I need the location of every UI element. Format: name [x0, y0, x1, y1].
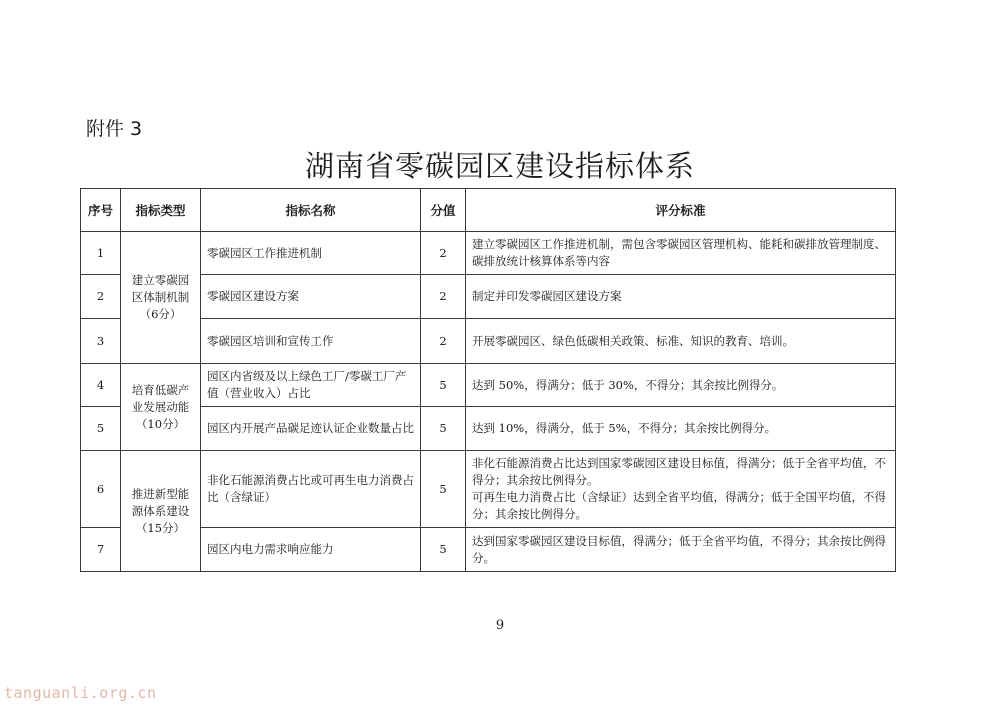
scoring-criteria: 达到 10%，得满分，低于 5%，不得分；其余按比例得分。 — [466, 407, 896, 451]
table-row — [81, 319, 896, 364]
indicator-name: 零碳园区工作推进机制 — [201, 232, 421, 275]
row-no: 6 — [81, 451, 121, 528]
row-no: 1 — [81, 232, 121, 275]
indicator-score: 2 — [421, 232, 466, 275]
header-no: 序号 — [81, 189, 121, 232]
page-number: 9 — [495, 618, 505, 633]
table-row — [81, 275, 896, 319]
scoring-criteria: 建立零碳园区工作推进机制，需包含零碳园区管理机构、能耗和碳排放管理制度、碳排放统计核算体系等内容 — [466, 232, 896, 275]
indicator-score: 5 — [421, 451, 466, 528]
row-no: 5 — [81, 407, 121, 451]
indicator-score: 5 — [421, 407, 466, 451]
indicator-name: 园区内省级及以上绿色工厂/零碳工厂产值（营业收入）占比 — [201, 364, 421, 407]
indicator-score: 5 — [421, 528, 466, 572]
header-score: 分值 — [421, 189, 466, 232]
row-no: 2 — [81, 275, 121, 319]
page-title: 湖南省零碳园区建设指标体系 — [304, 149, 695, 183]
scoring-criteria: 制定并印发零碳园区建设方案 — [466, 275, 896, 319]
category-cell: 培育低碳产业发展动能（10分） — [121, 364, 201, 451]
category-cell: 建立零碳园区体制机制（6分） — [121, 232, 201, 364]
header-category: 指标类型 — [121, 189, 201, 232]
criteria-line: 可再生电力消费占比（含绿证）达到全省平均值，得满分；低于全国平均值，不得分；其余按比例得分。 — [472, 490, 886, 521]
attachment-label: 附件 3 — [86, 118, 143, 140]
criteria-line: 非化石能源消费占比达到国家零碳园区建设目标值，得满分；低于全省平均值，不得分；其余按比例得分。 — [472, 456, 886, 487]
indicator-table — [80, 188, 896, 572]
row-no: 4 — [81, 364, 121, 407]
indicator-score: 2 — [421, 319, 466, 364]
indicator-name: 零碳园区培训和宣传工作 — [201, 319, 421, 364]
indicator-score: 2 — [421, 275, 466, 319]
indicator-score: 5 — [421, 364, 466, 407]
row-no: 3 — [81, 319, 121, 364]
indicator-name: 零碳园区建设方案 — [201, 275, 421, 319]
row-no: 7 — [81, 528, 121, 572]
category-cell: 推进新型能源体系建设（15分） — [121, 451, 201, 572]
table-row — [81, 528, 896, 572]
table-row — [81, 232, 896, 275]
watermark: tanguanli.org.cn — [4, 684, 157, 702]
header-name: 指标名称 — [201, 189, 421, 232]
table-row — [81, 451, 896, 528]
table-row — [81, 364, 896, 407]
scoring-criteria: 开展零碳园区、绿色低碳相关政策、标准、知识的教育、培训。 — [466, 319, 896, 364]
table-header-row — [81, 189, 896, 232]
scoring-criteria: 达到国家零碳园区建设目标值，得满分；低于全省平均值，不得分；其余按比例得分。 — [466, 528, 896, 572]
scoring-criteria: 达到 50%，得满分；低于 30%，不得分；其余按比例得分。 — [466, 364, 896, 407]
header-criteria: 评分标准 — [466, 189, 896, 232]
indicator-name: 园区内开展产品碳足迹认证企业数量占比 — [201, 407, 421, 451]
table-row — [81, 407, 896, 451]
indicator-name: 园区内电力需求响应能力 — [201, 528, 421, 572]
indicator-name: 非化石能源消费占比或可再生电力消费占比（含绿证） — [201, 451, 421, 528]
scoring-criteria — [466, 451, 896, 528]
